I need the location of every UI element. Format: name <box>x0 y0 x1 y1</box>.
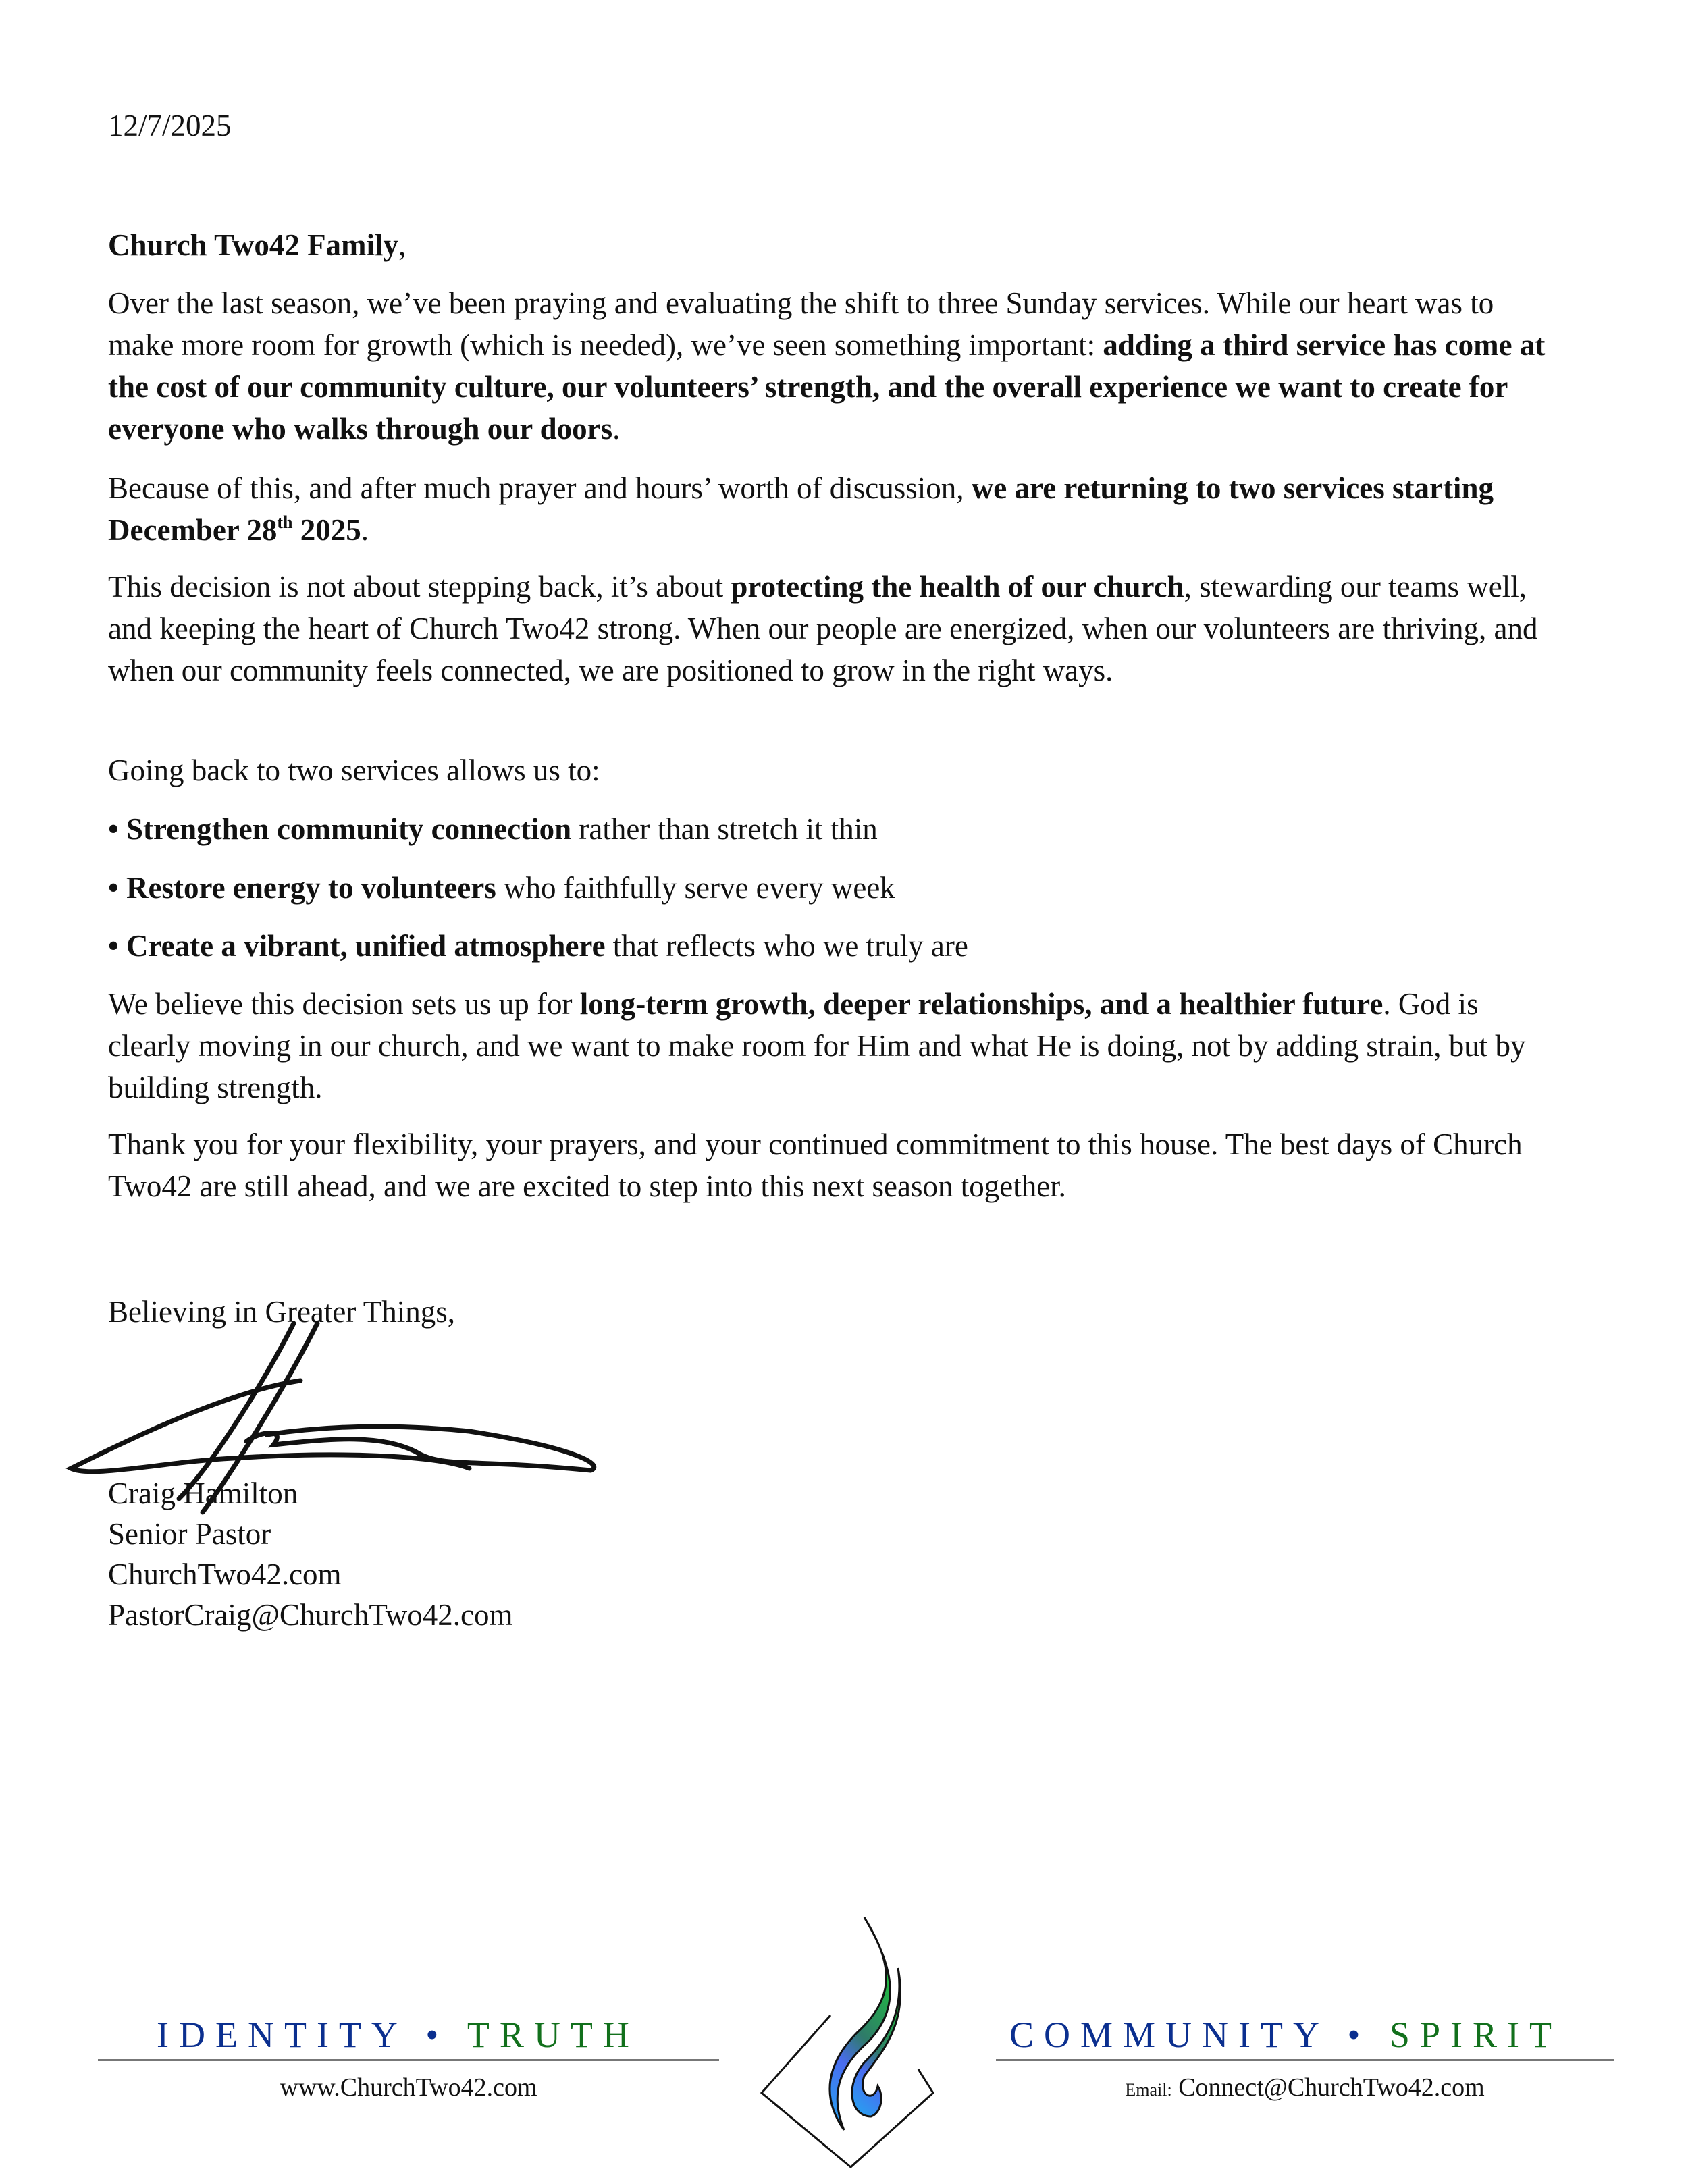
footer-website: www.ChurchTwo42.com <box>280 2073 537 2102</box>
bullet-bold: • Strengthen community connection <box>108 812 572 846</box>
p2-text: Because of this, and after much prayer and hours’ worth of discussion, <box>108 471 972 505</box>
bullet-bold: • Restore energy to volunteers <box>108 871 496 905</box>
p1-end: . <box>612 412 621 446</box>
bullet-text: that reflects who we truly are <box>605 929 968 963</box>
signer-name: Craig Hamilton <box>108 1476 298 1510</box>
motto-spirit: SPIRIT <box>1389 2015 1562 2055</box>
p2-end: . <box>361 513 369 547</box>
footer-left-motto <box>157 2014 639 2056</box>
p2-year: 2025 <box>292 513 361 547</box>
paragraph-3 <box>108 566 1546 691</box>
signer-website: ChurchTwo42.com <box>108 1557 342 1591</box>
p3-bold: protecting the health of our church <box>731 570 1184 604</box>
paragraph-1 <box>108 282 1546 450</box>
footer-left-rule <box>98 2059 719 2061</box>
motto-community: COMMUNITY <box>1009 2015 1328 2055</box>
signer-block <box>108 1473 1546 1635</box>
bullet-text: rather than stretch it thin <box>571 812 878 846</box>
footer-right-rule <box>996 2059 1614 2061</box>
salutation <box>108 224 1546 266</box>
salutation-punct: , <box>398 228 406 262</box>
p1-text: Over the last season, we’ve been praying and evaluating the shift to three Sunday services. While our heart was to make more room for growth (which is needed), we’ve seen something important: <box>108 286 1494 362</box>
bullet-item <box>108 925 1546 967</box>
motto-bullet: • <box>1347 2015 1371 2055</box>
p3-text: This decision is not about stepping back, it’s about <box>108 570 731 604</box>
p1-bold: adding a third service has come at the cost of our community culture, our volunteers’ strength, and the overall experience we want to create for everyone who walks through our doors <box>108 328 1546 446</box>
motto-identity: IDENTITY <box>157 2015 406 2055</box>
email-value: Connect@ChurchTwo42.com <box>1178 2073 1485 2102</box>
signer-email: PastorCraig@ChurchTwo42.com <box>108 1598 513 1632</box>
email-label: Email: <box>1125 2080 1172 2100</box>
p2-sup: th <box>277 512 293 532</box>
church-logo <box>756 1914 959 2170</box>
bullet-bold: • Create a vibrant, unified atmosphere <box>108 929 606 963</box>
p5-bold: long-term growth, deeper relationships, and a healthier future <box>579 987 1383 1021</box>
paragraph-6: Thank you for your flexibility, your prayers, and your continued commitment to this house. The best days of Church Two42 are still ahead, and we are excited to step into this next season together. <box>108 1127 1523 1203</box>
p5-text: We believe this decision sets us up for <box>108 987 580 1021</box>
footer-right-motto <box>1009 2014 1562 2056</box>
paragraph-2 <box>108 467 1546 551</box>
letter-date: 12/7/2025 <box>108 109 232 142</box>
bullet-text: who faithfully serve every week <box>496 871 895 905</box>
p5-end: . God is clearly moving in our church, and we want to make room for Him and what He is doing, not by adding strain, but by building strength. <box>108 987 1526 1104</box>
bullet-item <box>108 808 1546 850</box>
paragraph-4: Going back to two services allows us to: <box>108 753 600 787</box>
closing: Believing in Greater Things, <box>108 1295 456 1329</box>
signer-title: Senior Pastor <box>108 1517 271 1551</box>
paragraph-5 <box>108 983 1546 1109</box>
bullet-item <box>108 867 1546 909</box>
salutation-name: Church Two42 Family <box>108 228 399 262</box>
p2-bold-text: we are returning to two services starting December 28 <box>108 471 1494 547</box>
motto-bullet: • <box>425 2015 449 2055</box>
motto-truth: TRUTH <box>467 2015 639 2055</box>
p3-end: , stewarding our teams well, and keeping the heart of Church Two42 strong. When our people are energized, when our volunteers are thriving, and when our community feels connected, we are positioned to grow in the right ways. <box>108 570 1538 687</box>
footer-email <box>996 2073 1614 2102</box>
